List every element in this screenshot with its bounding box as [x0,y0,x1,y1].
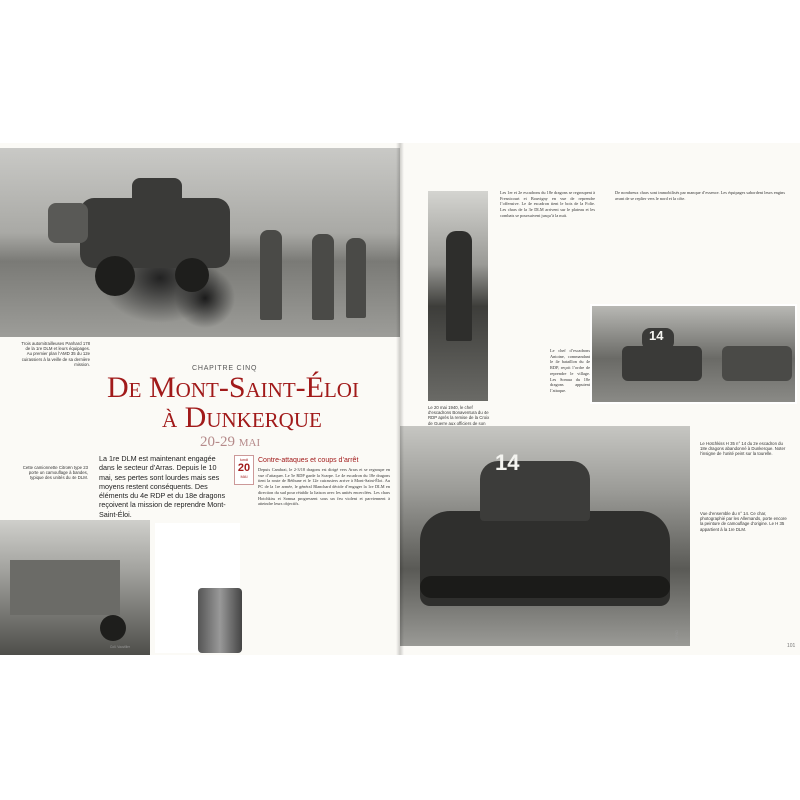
body-text-right-col2: De nombreux chars sont immobilisés par manque d’essence. Les équipages sabordent leurs engins avant de se replier vers le nord et la côte. [615,190,785,201]
photo-credit: ECPAD [675,630,679,641]
soldier-figure [312,234,334,320]
body-text-right-col1b: Le chef d’escadrons Antoine, commandant le 4e bataillon du 4e RDP, reçoit l’ordre de reprendre le village. Les Somua du 18e dragons appuient l’attaque. [550,348,590,393]
chapter-label: CHAPITRE CINQ [192,365,258,372]
second-armored-car [48,203,88,243]
left-page [0,143,400,655]
caption-main-photo: Trois automitrailleuses Panhard 178 de la 1re DLM et leurs équipages. Au premier plan l’AMD 35 du 12e cuirassiers à la veille de sa dernière mission. [21,341,90,367]
general-photo [428,191,488,401]
spread-gutter [396,143,404,655]
tank-number-label: 14 [649,328,664,343]
magazine-spread [0,143,800,655]
right-page [400,143,800,655]
barrel-photo [198,588,242,653]
armored-car-wheel [175,258,209,292]
date-badge-month: MAI [240,474,248,479]
truck-wheel [100,615,126,641]
date-badge-weekday: lundi [239,457,249,462]
tanks-group-photo [590,304,797,404]
soldier-figure [260,230,282,320]
page-number: 101 [787,643,796,649]
caption-hotchkiss-2: Vue d’ensemble du n° 14. Ce char, photographié par les Allemands, porte encore la peinture de camouflage d’origine. Le H 35 appartient à la 1re DLM. [700,511,787,532]
armored-car-hull [80,198,230,268]
chapter-title-line1: De Mont-Saint-Éloi [107,371,359,404]
photo-credit: Coll. Vauvillier [355,328,375,332]
chapter-dates: 20-29 mai [200,434,261,450]
truck-body [10,560,120,615]
soldier-figure [346,238,366,318]
tank-number-label: 14 [495,450,520,475]
caption-general: Le 20 mai 1940, le chef d’escadrons Bonaventura du 4e RDP après la remise de la Croix de Guerre aux officiers de son [428,405,490,426]
chapter-intro: La 1re DLM est maintenant engagée dans le secteur d’Arras. Depuis le 10 mai, ses pertes sont lourdes mais ses moyens restent conséquents. Des éléments du 4e RDP et du 18e dragons reçoivent la mission de reprendre Mont-Saint-Éloi. [99,454,226,519]
tank-hull [622,346,702,381]
officer-figure [446,231,472,341]
tank-hull [722,346,792,381]
date-badge-day: 20 [237,462,251,474]
section-heading: Contre-attaques et coups d’arrêt [258,457,359,464]
armored-car-wheel [95,256,135,296]
photo-credit: Coll. Vauvillier [110,645,130,649]
tank-track [420,576,670,598]
caption-truck: Cette camionnette Citroën type 23 porte un camouflage à bandes, typique des unités du 4e DLM. [22,465,88,481]
armored-car-turret [132,178,182,208]
caption-hotchkiss: Le Hotchkiss H 35 n° 14 du 2e escadron du 18e dragons abandonné à Dunkerque. Noter l’insigne de l’unité peint sur la tourelle. [700,441,786,457]
armored-car-photo [0,148,400,337]
truck-photo [0,520,150,655]
chapter-title-line2: à Dunkerque [162,401,322,434]
body-text-right-col1: Les 1er et 2e escadrons du 18e dragons se regroupent à Fresnicourt et Bouvigny en vue de reprendre l’offensive. Le 4e escadron tient le bois de la Folie. Les chars de la 3e DLM arrivent sur le plateau et les combats se poursuivent jusqu’à la nuit. [500,190,595,218]
hotchkiss-tank-photo [400,426,690,646]
date-badge [234,455,254,485]
body-text-left: Depuis Cambrai, le 2-3/18 dragons est dirigé vers Arras et se regroupe en vue d’attaquer. Le 5e RDP garde la Scarpe. Le 4e escadron du 18e dragons tient la route de Béthune et le 12e cuirassiers arrive à Mont-Saint-Éloi. Au PC de la 1re armée, le général Blanchard décide d’engager la 1re DLM en direction du sud pour rétablir la liaison avec les unités encerclées. Les chars Hotchkiss et Somua progressent sous un feu violent et parviennent à atteindre leurs objectifs. [258,467,390,507]
